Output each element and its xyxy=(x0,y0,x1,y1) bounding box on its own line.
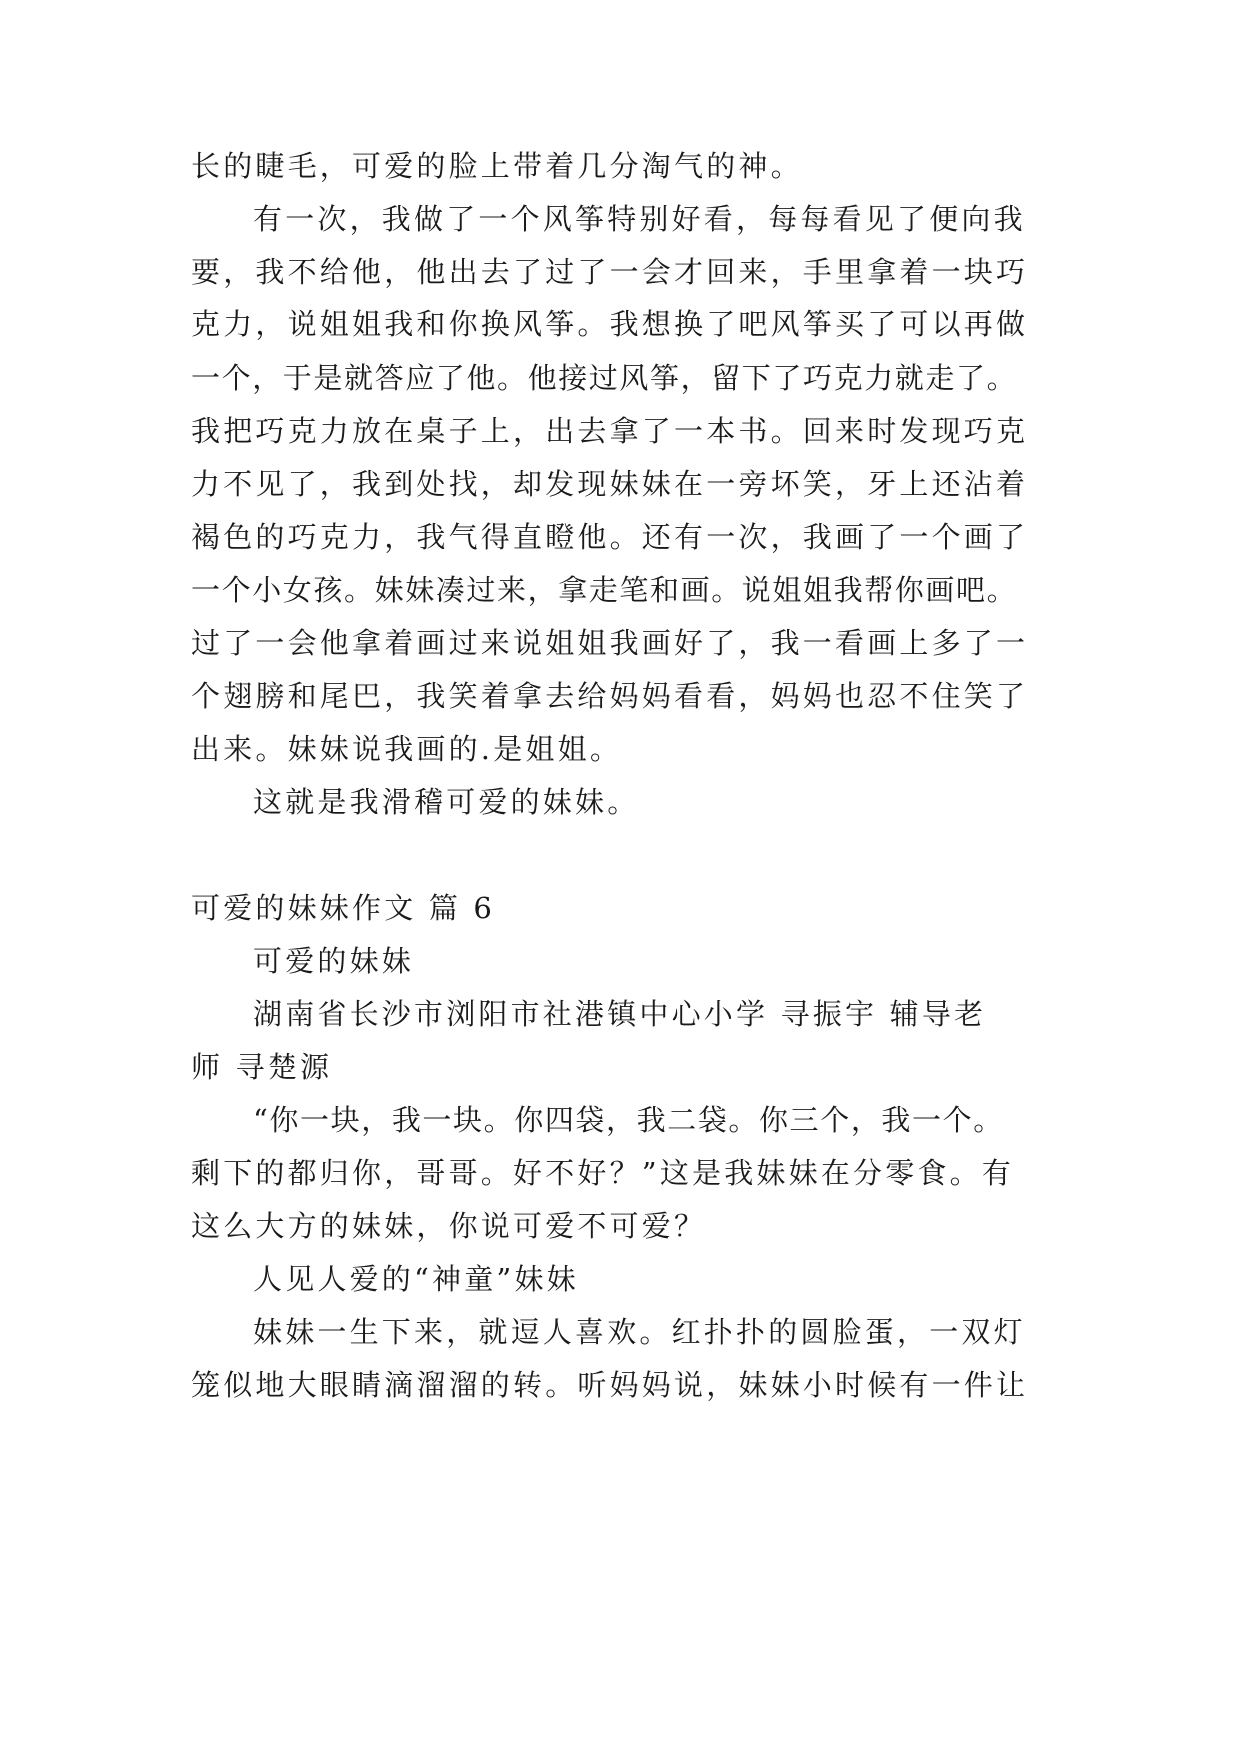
text-line: “你一块，我一块。你四袋，我二袋。你三个，我一个。 xyxy=(253,1103,1004,1137)
text-line: 这么大方的妹妹，你说可爱不可爱？ xyxy=(191,1209,707,1243)
essay-title: 可爱的妹妹 xyxy=(253,944,415,978)
text-line: 出来。妹妹说我画的.是姐姐。 xyxy=(191,732,623,766)
subheading: 人见人爱的“神童”妹妹 xyxy=(253,1262,579,1296)
text-line: 褐色的巧克力，我气得直瞪他。还有一次，我画了一个画了 xyxy=(191,520,1029,554)
author-line: 湖南省长沙市浏阳市社港镇中心小学 寻振宇 辅导老 xyxy=(253,997,987,1031)
text-line: 笼似地大眼睛滴溜溜的转。听妈妈说，妹妹小时候有一件让 xyxy=(191,1368,1029,1402)
author-line: 师 寻楚源 xyxy=(191,1050,333,1084)
text-line: 长的睫毛，可爱的脸上带着几分淘气的神。 xyxy=(191,149,803,183)
section-heading: 可爱的妹妹作文 篇 6 xyxy=(191,891,496,925)
text-line: 我把巧克力放在桌子上，出去拿了一本书。回来时发现巧克 xyxy=(191,414,1029,448)
text-line: 剩下的都归你，哥哥。好不好？”这是我妹妹在分零食。有 xyxy=(191,1156,1015,1190)
text-line: 一个，于是就答应了他。他接过风筝，留下了巧克力就走了。 xyxy=(191,361,1018,395)
text-line: 克力，说姐姐我和你换风筝。我想换了吧风筝买了可以再做 xyxy=(191,307,1029,341)
text-line: 妹妹一生下来，就逗人喜欢。红扑扑的圆脸蛋，一双灯 xyxy=(253,1315,1026,1349)
text-line: 这就是我滑稽可爱的妹妹。 xyxy=(253,785,640,819)
text-line: 个翅膀和尾巴，我笑着拿去给妈妈看看，妈妈也忍不住笑了 xyxy=(191,679,1029,713)
text-line: 一个小女孩。妹妹凑过来，拿走笔和画。说姐姐我帮你画吧。 xyxy=(191,573,1018,607)
text-line: 力不见了，我到处找，却发现妹妹在一旁坏笑，牙上还沾着 xyxy=(191,467,1029,501)
text-line: 要，我不给他，他出去了过了一会才回来，手里拿着一块巧 xyxy=(191,255,1029,289)
text-line: 过了一会他拿着画过来说姐姐我画好了，我一看画上多了一 xyxy=(191,626,1029,660)
text-line: 有一次，我做了一个风筝特别好看，每每看见了便向我 xyxy=(253,202,1026,236)
